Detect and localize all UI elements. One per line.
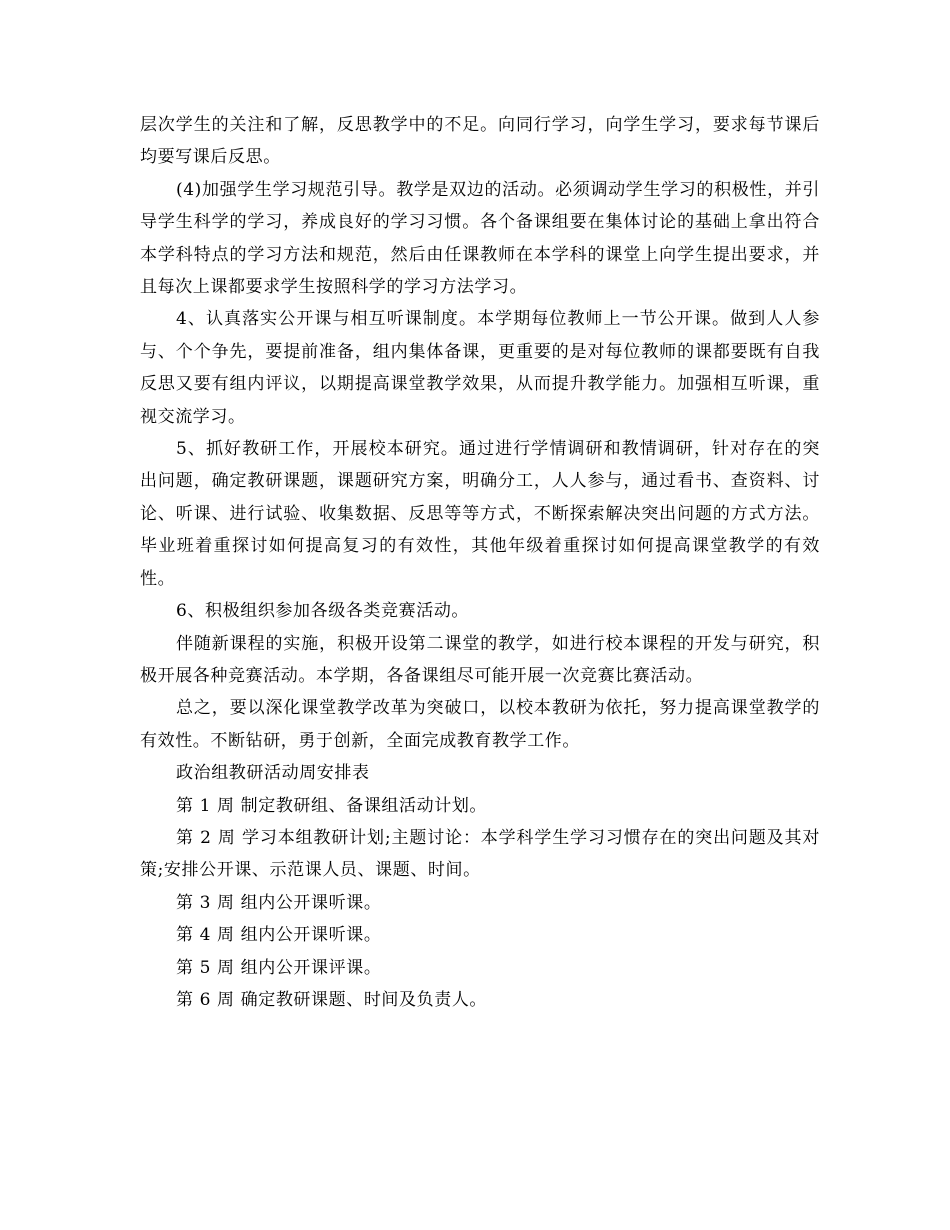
paragraph-open-class: 4、认真落实公开课与相互听课制度。本学期每位教师上一节公开课。做到人人参与、个个争先，要提前准备，组内集体备课，更重要的是对每位教师的课都要既有自我反思又要有组内评议，以期提高课堂教学效果，从而提升教学能力。加强相互听课，重视交流学习。 — [140, 309, 820, 427]
paragraph-summary: 总之，要以深化课堂教学改革为突破口，以校本教研为依托，努力提高课堂教学的有效性。不断钻研，勇于创新，全面完成教育教学工作。 — [140, 698, 820, 751]
paragraph-learning-guidance: (4)加强学生学习规范引导。教学是双边的活动。必须调动学生学习的积极性，并引导学生科学的学习，养成良好的学习习惯。各个备课组要在集体讨论的基础上拿出符合本学科特点的学习方法和规范，然后由任课教师在本学科的课堂上向学生提出要求，并且每次上课都要求学生按照科学的学习方法学习。 — [140, 179, 820, 298]
schedule-week-5: 第 5 周 组内公开课评课。 — [176, 957, 382, 978]
schedule-title: 政治组教研活动周安排表 — [176, 763, 370, 784]
schedule-week-2: 第 2 周 学习本组教研计划;主题讨论：本学科学生学习习惯存在的突出问题及其对策;安排公开课、示范课人员、课题、时间。 — [140, 827, 820, 881]
paragraph-teaching-research: 5、抓好教研工作，开展校本研究。通过进行学情调研和教情调研，针对存在的突出问题，确定教研课题，课题研究方案，明确分工，人人参与，通过看书、查资料、讨论、听课、进行试验、收集数据、反思等等方式，不断探索解决突出问题的方式方法。毕业班着重探讨如何提高复习的有效性，其他年级着重探讨如何提高课堂教学的有效性。 — [140, 439, 820, 589]
paragraph-competitions-heading: 6、积极组织参加各级各类竞赛活动。 — [176, 601, 470, 622]
schedule-week-4: 第 4 周 组内公开课听课。 — [176, 925, 382, 946]
document-body — [140, 109, 820, 1016]
schedule-week-1: 第 1 周 制定教研组、备课组活动计划。 — [176, 795, 488, 816]
paragraph-continued-reflection: 层次学生的关注和了解，反思教学中的不足。向同行学习，向学生学习，要求每节课后均要写课后反思。 — [140, 115, 820, 168]
paragraph-second-classroom: 伴随新课程的实施，积极开设第二课堂的教学，如进行校本课程的开发与研究，积极开展各种竞赛活动。本学期，各备课组尽可能开展一次竞赛比赛活动。 — [140, 633, 820, 686]
schedule-week-6: 第 6 周 确定教研课题、时间及负责人。 — [176, 989, 488, 1010]
schedule-week-3: 第 3 周 组内公开课听课。 — [176, 892, 382, 913]
